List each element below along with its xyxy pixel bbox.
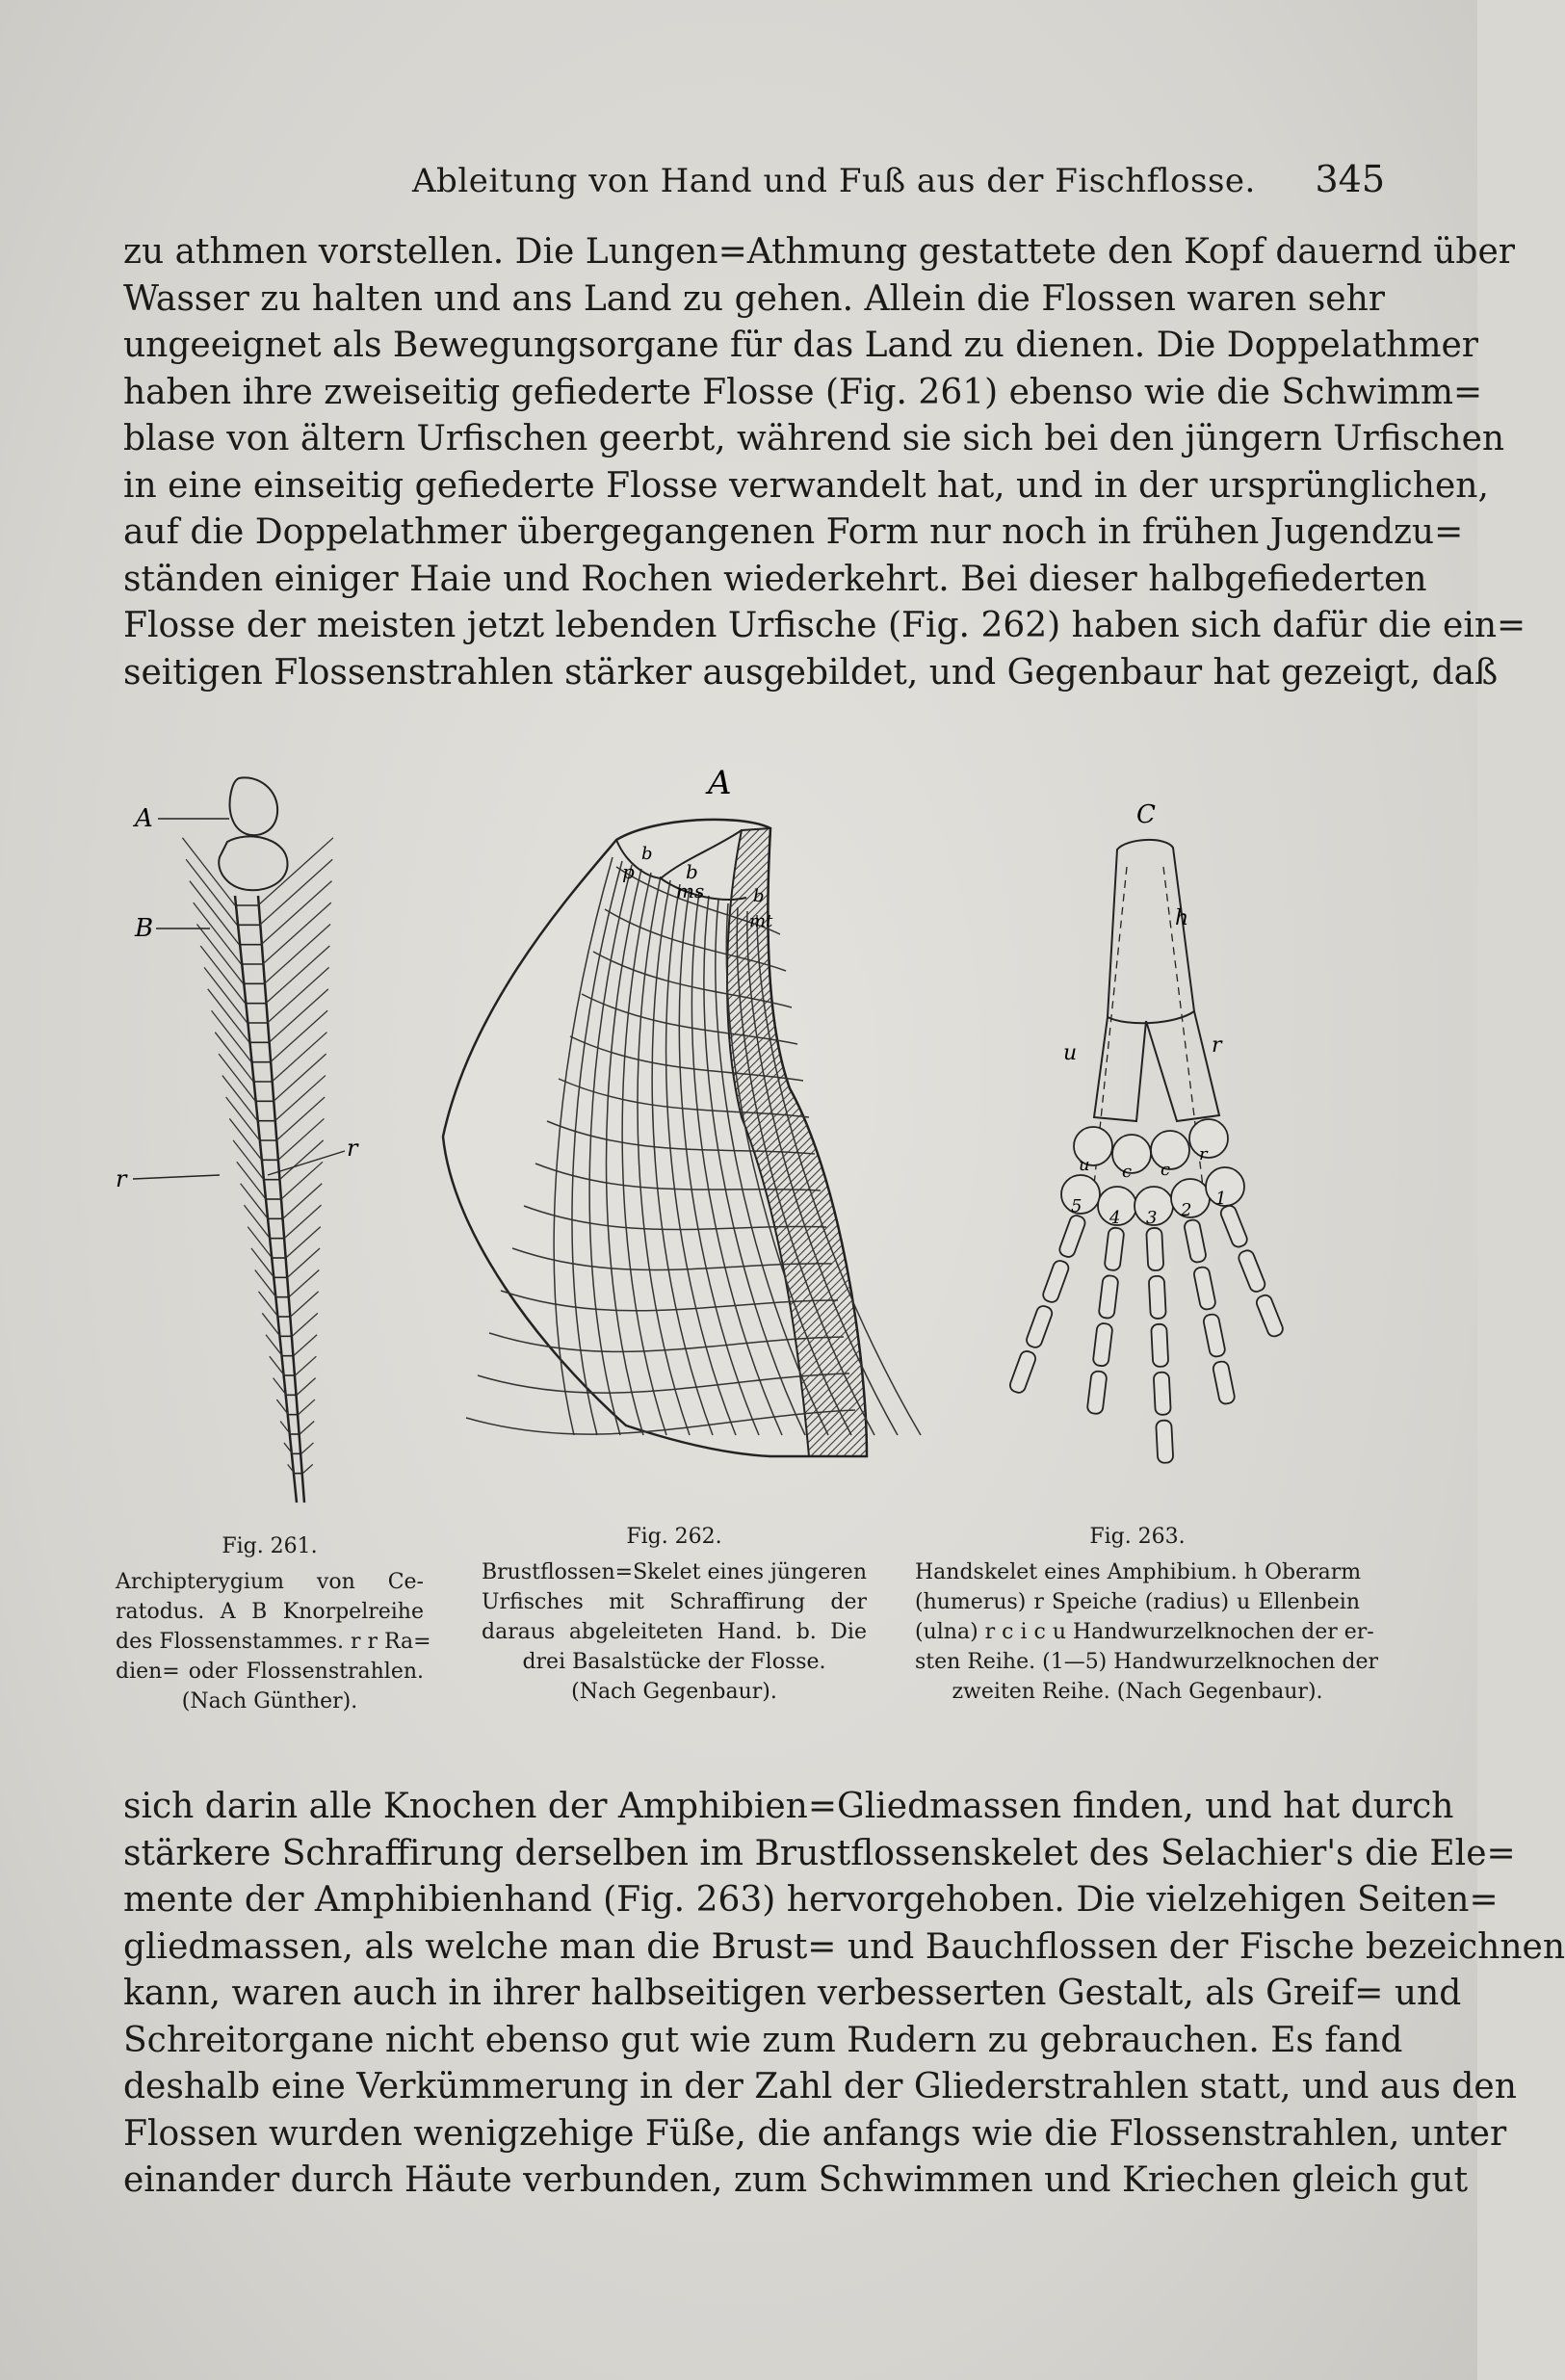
label-r: r	[1212, 1033, 1222, 1058]
caption-figure-261	[116, 1531, 431, 1716]
caption-line: (humerus) r Speiche (radius) u Ellenbein	[915, 1590, 1360, 1614]
paragraph-bottom	[123, 1784, 1565, 2205]
text-line: auf die Doppelathmer übergegangenen Form nur noch in frühen Jugendzu=	[123, 512, 1464, 552]
fin-ray	[268, 967, 329, 1023]
running-head: Ableitung von Hand und Fuß aus der Fischflosse.	[412, 162, 1256, 200]
caption-credit: (Nach Gegenbaur).	[571, 1680, 777, 1704]
fin-ray	[284, 1205, 321, 1239]
phalanx-bone	[1092, 1322, 1112, 1367]
label-r-left: r	[116, 1165, 127, 1192]
label-A: A	[708, 764, 732, 802]
phalanx-bone	[1156, 1420, 1173, 1463]
fin-ray	[301, 1443, 314, 1453]
label-b: b	[686, 860, 698, 883]
fin-ray	[186, 859, 237, 925]
fin-ray	[200, 946, 245, 1004]
fin-ray	[226, 1097, 260, 1140]
label-b: b	[641, 844, 653, 864]
phalanx-bone	[1154, 1372, 1171, 1415]
label-1: 1	[1215, 1189, 1227, 1209]
text-line: ständen einiger Haie und Rochen wiederkehrt. Bei dieser halbgefiederten	[123, 559, 1427, 599]
caption-line: Brustflossen=Skelet eines jüngeren	[482, 1560, 867, 1584]
fin-ray	[291, 1292, 319, 1317]
fin-ray	[276, 1097, 325, 1140]
text-line: deshalb eine Verkümmerung in der Zahl der Gliederstrahlen statt, und aus den	[123, 2067, 1517, 2106]
fin-ray	[269, 989, 328, 1043]
fin-ray	[278, 1118, 325, 1160]
label-b: b	[753, 886, 765, 906]
text-line: mente der Amphibienhand (Fig. 263) hervorgehoben. Die vielzehigen Seiten=	[123, 1880, 1499, 1920]
caption-title: Fig. 261.	[222, 1534, 318, 1558]
phalanx-bone	[1193, 1266, 1216, 1310]
caption-figure-262	[482, 1522, 867, 1707]
text-line: Flosse der meisten jetzt lebenden Urfische (Fig. 262) haben sich dafür die ein=	[123, 606, 1526, 645]
caption-line: des Flossenstammes. r r Ra=	[116, 1630, 431, 1654]
phalanx-bone	[1098, 1275, 1118, 1320]
caption-figure-263	[915, 1522, 1379, 1707]
fin-ray	[300, 1422, 314, 1435]
phalanx-bone	[1041, 1259, 1070, 1304]
fin-ray	[299, 1399, 315, 1415]
label-u-carpal: u	[1079, 1155, 1090, 1175]
label-c-carpal: c	[1122, 1162, 1133, 1182]
label-c-carpal: c	[1161, 1160, 1171, 1180]
label-h: h	[1175, 906, 1189, 930]
fin-ray	[196, 925, 243, 984]
fin-ray	[222, 1076, 258, 1121]
text-line: Flossen wurden wenigzehige Füße, die anfangs wie die Flossenstrahlen, unter	[123, 2113, 1507, 2154]
fin-ray	[286, 1227, 321, 1258]
caption-line: (ulna) r c i c u Handwurzelknochen der er-	[915, 1620, 1374, 1644]
text-line: haben ihre zweiseitig gefiederte Flosse (Fig. 261) ebenso wie die Schwimm=	[123, 372, 1483, 412]
phalanx-bone	[1151, 1323, 1168, 1367]
phalanx-bone	[1086, 1371, 1107, 1415]
caption-line: Archipterygium von Ce-	[116, 1570, 424, 1594]
text-line: gliedmassen, als welche man die Brust= und Bauchflossen der Fische bezeichnen	[123, 1926, 1565, 1967]
fin-ray	[258, 838, 333, 905]
label-5: 5	[1071, 1196, 1082, 1216]
text-line: blase von ältern Urfischen geerbt, während sie sich bei den jüngern Urfischen	[123, 419, 1505, 458]
phalanx-bone	[1213, 1360, 1236, 1404]
label-ms: ms	[676, 879, 705, 902]
fin-ray	[266, 946, 329, 1004]
phalanx-bone	[1057, 1214, 1086, 1259]
fin-ray	[271, 1010, 327, 1061]
fin-ray	[295, 1356, 316, 1375]
label-p: p	[622, 860, 635, 883]
caption-line: daraus abgeleiteten Hand. b. Die	[482, 1620, 867, 1644]
phalanx-bone	[1237, 1248, 1266, 1294]
text-line: Schreitorgane nicht ebenso gut wie zum Rudern zu gebrauchen. Es fand	[123, 2020, 1403, 2060]
fin-ray	[294, 1335, 317, 1356]
fin-ray	[190, 881, 239, 945]
label-r-right: r	[347, 1135, 358, 1162]
fin-ray	[229, 1118, 261, 1160]
text-line: in eine einseitig gefiederte Flosse verwandelt hat, und in der ursprünglichen,	[123, 465, 1489, 506]
text-line: Wasser zu halten und ans Land zu gehen. Allein die Flossen waren sehr	[123, 278, 1385, 319]
fin-ray	[212, 1010, 252, 1061]
fin-ray	[289, 1269, 319, 1296]
caption-line: dien= oder Flossenstrahlen.	[116, 1660, 424, 1684]
fin-ray	[208, 989, 249, 1043]
caption-credit: zweiten Reihe. (Nach Gegenbaur).	[952, 1680, 1323, 1704]
caption-title: Fig. 263.	[1089, 1525, 1186, 1549]
label-mt: mt	[749, 911, 773, 931]
label-B: B	[135, 914, 154, 943]
label-u: u	[1063, 1041, 1078, 1065]
label-C: C	[1136, 800, 1156, 829]
phalanx-bone	[1255, 1294, 1285, 1339]
page-number: 345	[1315, 158, 1385, 200]
text-line: einander durch Häute verbunden, zum Schwimmen und Kriechen gleich gut	[123, 2160, 1469, 2200]
fin-ray	[297, 1378, 316, 1396]
text-line: ungeeignet als Bewegungsorgane für das Land zu dienen. Die Doppelathmer	[123, 326, 1479, 365]
fin-ray	[275, 1076, 326, 1121]
fin-ray	[272, 1033, 326, 1082]
phalanx-bone	[1104, 1227, 1124, 1271]
phalanx-bone	[1025, 1304, 1054, 1349]
phalanx-bone	[1146, 1228, 1163, 1271]
phalanx-bone	[1149, 1276, 1166, 1320]
label-A: A	[135, 804, 153, 833]
caption-line: ratodus. A B Knorpelreihe	[116, 1600, 424, 1624]
label-2: 2	[1181, 1200, 1192, 1220]
paragraph-top	[123, 229, 1526, 696]
caption-credit: (Nach Günther).	[181, 1689, 358, 1713]
caption-line: Urfisches mit Schraffirung der	[482, 1590, 867, 1614]
fin-ray	[260, 859, 333, 925]
fin-ray	[292, 1313, 318, 1336]
fin-ray	[281, 1162, 323, 1199]
text-line: zu athmen vorstellen. Die Lungen=Athmung gestattete den Kopf dauernd über	[123, 232, 1515, 272]
figure-262-drawing	[433, 764, 886, 1522]
fin-ray	[302, 1464, 312, 1473]
caption-line: Handskelet eines Amphibium. h Oberarm	[915, 1560, 1362, 1584]
text-line: stärkere Schraffirung derselben im Brustflossenskelet des Selachier's die Ele=	[123, 1833, 1516, 1873]
fin-ray	[233, 1140, 264, 1180]
text-line: seitigen Flossenstrahlen stärker ausgebildet, und Gegenbaur hat gezeigt, daß	[123, 652, 1499, 693]
fin-ray	[274, 1054, 326, 1101]
phalanx-bone	[1203, 1313, 1226, 1357]
fin-ray	[194, 902, 242, 964]
fin-ray	[204, 967, 248, 1023]
text-line: sich darin alle Knochen der Amphibien=Gliedmassen finden, und hat durch	[123, 1787, 1454, 1826]
fin-ray	[261, 881, 331, 945]
phalanx-bone	[1184, 1218, 1207, 1263]
phalanx-bone	[1219, 1204, 1249, 1249]
caption-line: sten Reihe. (1—5) Handwurzelknochen der	[915, 1650, 1379, 1674]
figure-263-drawing	[1002, 790, 1319, 1503]
carpal-bone	[1189, 1119, 1228, 1158]
text-line: kann, waren auch in ihrer halbseitigen verbesserten Gestalt, als Greif= und	[123, 1974, 1462, 2013]
label-4: 4	[1109, 1208, 1121, 1228]
phalanx-bone	[1008, 1349, 1037, 1395]
fin-ray	[182, 838, 235, 905]
caption-line: drei Basalstücke der Flosse.	[522, 1650, 826, 1674]
label-3: 3	[1146, 1208, 1158, 1228]
caption-title: Fig. 262.	[626, 1525, 722, 1549]
label-r-carpal: r	[1199, 1144, 1208, 1164]
fin-ray	[283, 1184, 323, 1219]
page-header	[123, 158, 1385, 210]
figure-261-drawing	[114, 771, 374, 1522]
